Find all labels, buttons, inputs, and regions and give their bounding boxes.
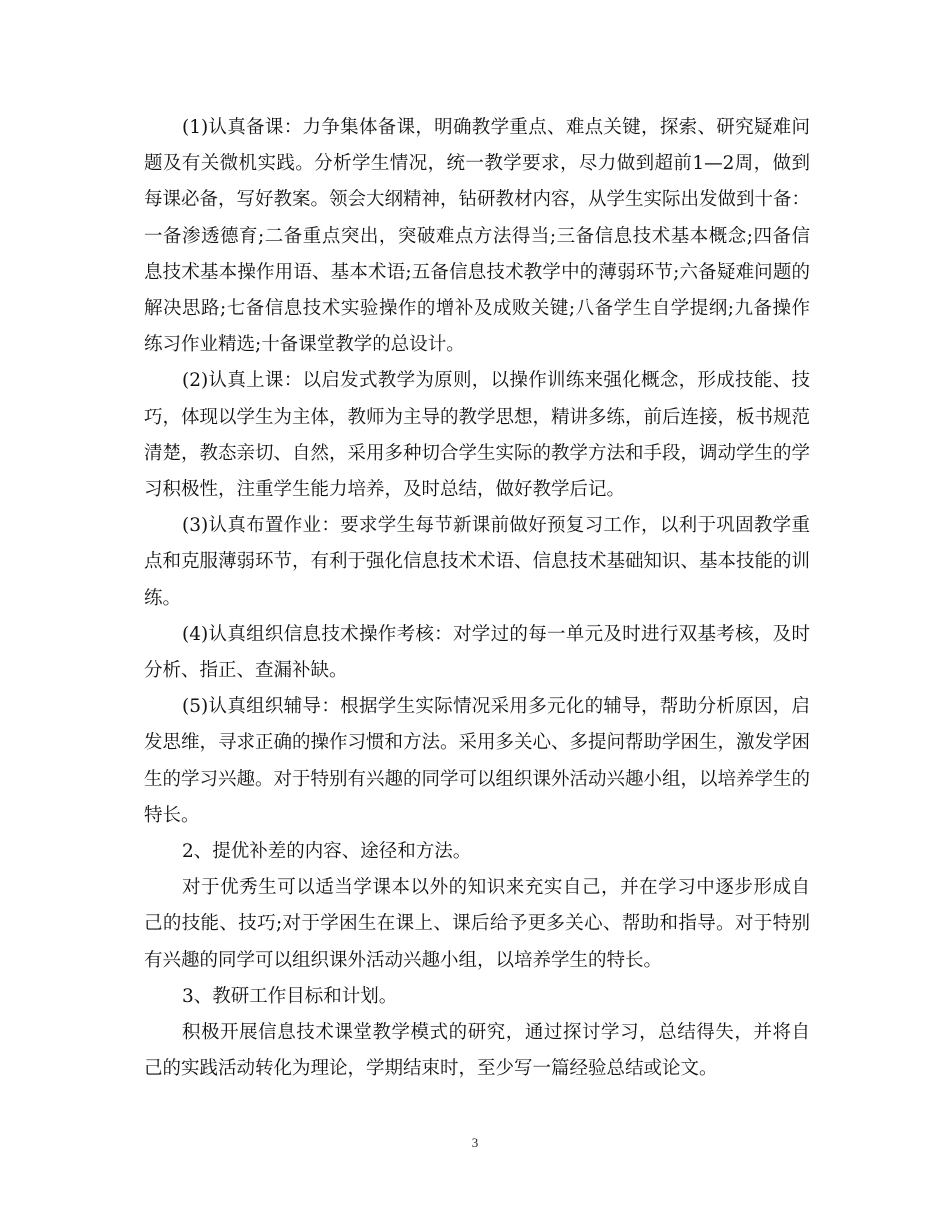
paragraph-teaching-research: 积极开展信息技术课堂教学模式的研究，通过探讨学习，总结得失，并将自己的实践活动转化为理论，学期结束时，至少写一篇经验总结或论文。 <box>144 1022 810 1080</box>
paragraph-assign-homework: (3)认真布置作业：要求学生每节新课前做好预复习工作，以利于巩固教学重点和克服薄弱环节，有利于强化信息技术术语、信息技术基础知识、基本技能的训练。 <box>144 515 811 609</box>
paragraph-tutoring: (5)认真组织辅导：根据学生实际情况采用多元化的辅导，帮助分析原因，启发思维，寻求正确的操作习惯和方法。采用多关心、多提问帮助学困生，激发学困生的学习兴趣。对于特别有兴趣的同学可以组织课外活动兴趣小组，以培养学生的特长。 <box>144 696 811 826</box>
heading-top-and-remedial: 2、提优补差的内容、途径和方法。 <box>182 841 472 863</box>
paragraph-top-and-remedial: 对于优秀生可以适当学课本以外的知识来充实自己，并在学习中逐步形成自己的技能、技巧;对于学困生在课上、课后给予更多关心、帮助和指导。对于特别有兴趣的同学可以组织课外活动兴趣小组，以培养学生的特长。 <box>144 877 810 971</box>
paragraph-teach-lessons: (2)认真上课：以启发式教学为原则，以操作训练来强化概念，形成技能、技巧，体现以学生为主体，教师为主导的教学思想，精讲多练，前后连接，板书规范清楚，教态亲切、自然，采用多种切合学生实际的教学方法和手段，调动学生的学习积极性，注重学生能力培养，及时总结，做好教学后记。 <box>144 370 811 501</box>
paragraph-prepare-lessons: (1)认真备课：力争集体备课，明确教学重点、难点关键，探索、研究疑难问题及有关微机实践。分析学生情况，统一教学要求，尽力做到超前1—2周，做到每课必备，写好教案。领会大纲精神，钻研教材内容，从学生实际出发做到十备：一备渗透德育;二备重点突出，突破难点方法得当;三备信息技术基本概念;四备信息技术基本操作用语、基本术语;五备信息技术教学中的薄弱环节;六备疑难问题的解决思路;七备信息技术实验操作的增补及成败关键;八备学生自学提纲;九备操作练习作业精选;十备课堂教学的总设计。 <box>144 117 811 356</box>
paragraph-operation-assessment: (4)认真组织信息技术操作考核：对学过的每一单元及时进行双基考核，及时分析、指正、查漏补缺。 <box>144 623 810 682</box>
page-number: 3 <box>471 1135 479 1150</box>
document-body <box>144 110 810 1087</box>
heading-teaching-research: 3、教研工作目标和计划。 <box>182 985 398 1007</box>
